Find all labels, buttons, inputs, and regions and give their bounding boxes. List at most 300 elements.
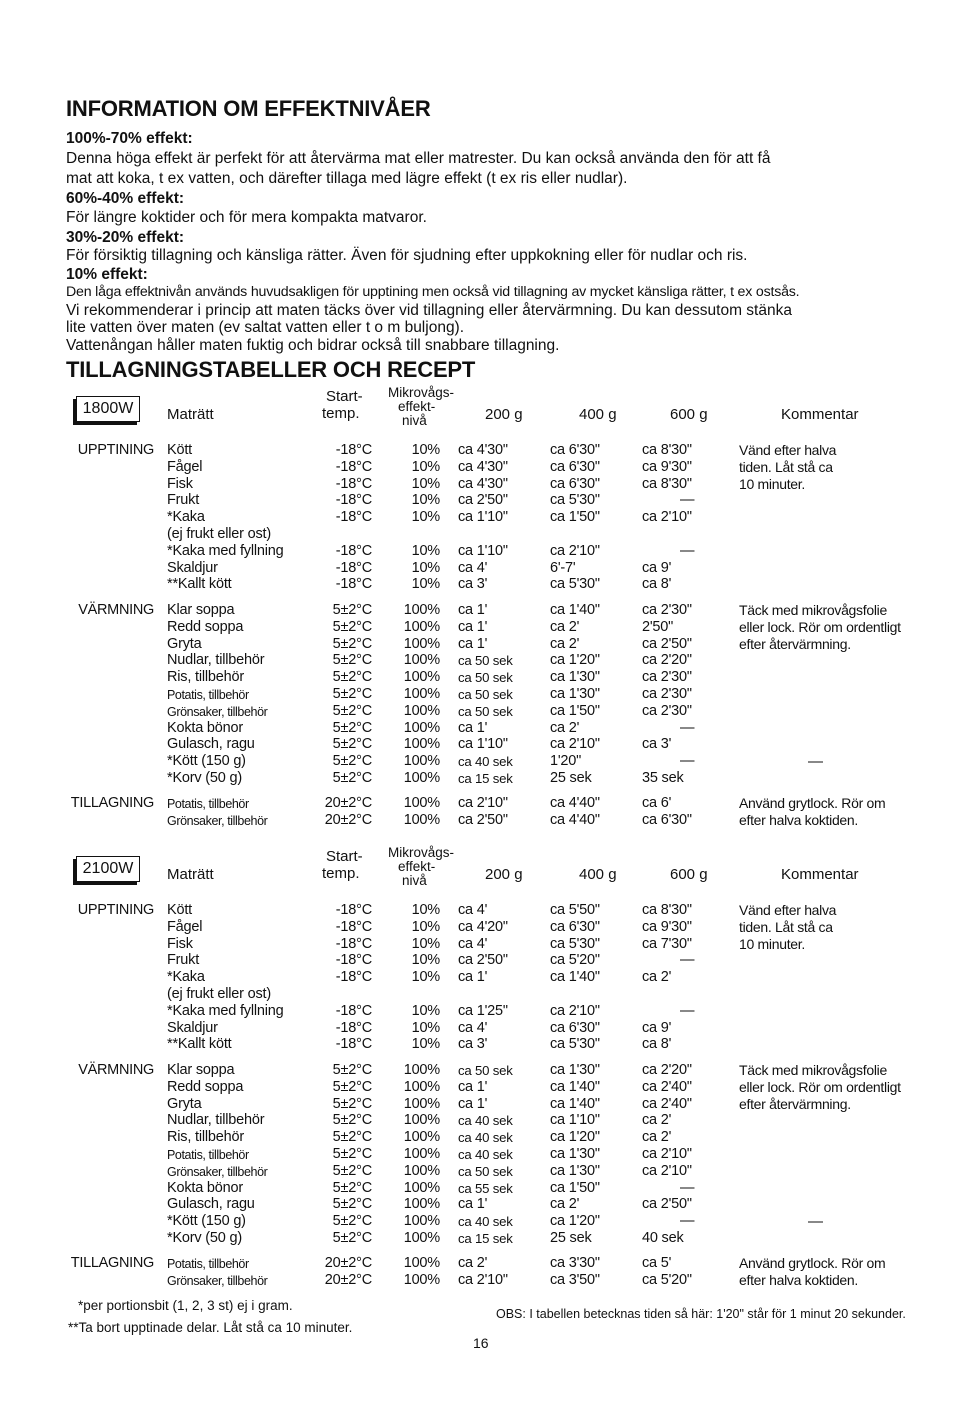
- start-temp: 20±2°C: [324, 1271, 372, 1288]
- obs-note: OBS: I tabellen betecknas tiden så här: 1'20" står för 1 minut 20 sekunder.: [496, 1307, 906, 1321]
- time-600g: ca 2'40": [642, 1078, 692, 1095]
- start-temp: -18°C: [335, 559, 372, 576]
- dish-name: *Korv (50 g): [167, 1230, 242, 1246]
- dish-name: Kokta bönor: [167, 1179, 243, 1196]
- time-600g: —: [680, 492, 695, 509]
- section-label: TILLAGNING: [70, 1255, 154, 1271]
- time-400g: ca 6'30": [550, 475, 600, 492]
- time-600g: ca 8'30": [642, 442, 692, 458]
- info-text: Vi rekommenderar i princip att maten täcks över vid tillagning eller återvärmning. Du kan dessutom stänka: [66, 302, 792, 319]
- dish-name: Fågel: [167, 918, 203, 935]
- start-temp: 5±2°C: [332, 1162, 372, 1179]
- info-text: För längre koktider och för mera kompakta matvaror.: [66, 209, 427, 226]
- footnote-portion: *per portionsbit (1, 2, 3 st) ej i gram.: [78, 1298, 293, 1313]
- time-200g: ca 1'10": [458, 736, 508, 753]
- start-temp: 5±2°C: [332, 1213, 372, 1230]
- dish-name: *Kaka: [167, 509, 205, 526]
- comment-text: 10 minuter.: [739, 475, 805, 492]
- time-600g: ca 2'40": [642, 1095, 692, 1112]
- dish-name: **Kallt kött: [167, 1036, 232, 1053]
- power-level: 100%: [403, 1162, 440, 1179]
- power-level: 100%: [403, 1078, 440, 1095]
- start-temp: 5±2°C: [332, 618, 372, 635]
- time-600g: ca 2': [642, 969, 672, 986]
- time-400g: ca 5'20": [550, 952, 600, 969]
- time-200g: ca 4': [458, 935, 488, 952]
- time-600g: ca 2': [642, 1112, 672, 1129]
- time-600g: ca 2'30": [642, 669, 692, 686]
- dish-name: Klar soppa: [167, 1062, 235, 1078]
- section-label: TILLAGNING: [70, 795, 154, 811]
- time-200g: ca 3': [458, 576, 488, 593]
- time-200g: ca 50 sek: [458, 687, 513, 702]
- time-400g: ca 6'30": [550, 458, 600, 475]
- time-200g: ca 2': [458, 1255, 488, 1271]
- power-level: 100%: [403, 795, 440, 811]
- power-level: 10%: [411, 918, 440, 935]
- time-200g: ca 4'20": [458, 918, 508, 935]
- time-600g: ca 9'30": [642, 918, 692, 935]
- time-200g: ca 50 sek: [458, 653, 513, 669]
- time-600g: ca 2': [642, 1129, 672, 1146]
- time-200g: ca 15 sek: [458, 1231, 513, 1246]
- power-level: 10%: [411, 542, 440, 559]
- time-200g: ca 40 sek: [458, 1113, 513, 1129]
- comment-text: Täck med mikrovågsfolie: [739, 602, 887, 618]
- time-200g: ca 2'50": [458, 492, 508, 509]
- dish-name: Grönsaker, tillbehör: [167, 813, 268, 828]
- time-400g: ca 1'30": [550, 686, 600, 702]
- header-400g: 400 g: [579, 866, 617, 883]
- header-comment: Kommentar: [781, 406, 859, 423]
- power-level: 100%: [403, 1213, 440, 1230]
- start-temp: 5±2°C: [332, 686, 372, 702]
- time-200g: ca 2'50": [458, 952, 508, 969]
- start-temp: 5±2°C: [332, 719, 372, 736]
- time-400g: ca 2': [550, 719, 580, 736]
- comment-text: eller lock. Rör om ordentligt: [739, 1078, 901, 1095]
- time-600g: ca 2'50": [642, 635, 692, 652]
- time-200g: ca 1': [458, 719, 488, 736]
- time-200g: ca 15 sek: [458, 771, 513, 786]
- comment-dash: —: [808, 753, 823, 771]
- time-200g: ca 1'10": [458, 509, 508, 526]
- power-level: 10%: [411, 1036, 440, 1053]
- time-400g: 6'-7': [550, 559, 576, 576]
- power-level: 100%: [403, 618, 440, 635]
- time-400g: 25 sek: [550, 770, 592, 786]
- time-400g: 25 sek: [550, 1230, 592, 1246]
- comment-text: eller lock. Rör om ordentligt: [739, 618, 901, 635]
- dish-name: Fisk: [167, 475, 193, 492]
- power-level: 100%: [403, 1095, 440, 1112]
- start-temp: 5±2°C: [332, 1196, 372, 1213]
- time-400g: ca 3'30": [550, 1255, 600, 1271]
- header-600g: 600 g: [670, 866, 708, 883]
- time-200g: ca 1': [458, 635, 488, 652]
- time-400g: ca 3'50": [550, 1271, 600, 1288]
- time-200g: ca 1': [458, 602, 488, 618]
- time-200g: ca 4': [458, 1019, 488, 1036]
- dish-name: Gulasch, ragu: [167, 1196, 255, 1213]
- power-level: 100%: [403, 1230, 440, 1246]
- time-400g: ca 6'30": [550, 1019, 600, 1036]
- time-400g: ca 2'10": [550, 736, 600, 753]
- time-400g: ca 1'40": [550, 602, 600, 618]
- time-400g: ca 1'20": [550, 1213, 600, 1230]
- power-level: 10%: [411, 1019, 440, 1036]
- power-level: 100%: [403, 1112, 440, 1129]
- time-600g: ca 2'30": [642, 702, 692, 719]
- time-600g: ca 2'30": [642, 686, 692, 702]
- time-400g: ca 5'30": [550, 935, 600, 952]
- power-level: 100%: [403, 1271, 440, 1288]
- dish-name: Gryta: [167, 1095, 202, 1112]
- start-temp: 5±2°C: [332, 702, 372, 719]
- power-level: 10%: [411, 1002, 440, 1019]
- dish-name: Gulasch, ragu: [167, 736, 255, 753]
- time-600g: ca 7'30": [642, 935, 692, 952]
- footnote-cold-meat: **Ta bort upptinade delar. Låt stå ca 10 minuter.: [68, 1320, 353, 1335]
- start-temp: 5±2°C: [332, 1179, 372, 1196]
- comment-text: 10 minuter.: [739, 935, 805, 952]
- dish-name: *Kaka med fyllning: [167, 542, 284, 559]
- info-heading: 10% effekt:: [66, 266, 148, 283]
- start-temp: 5±2°C: [332, 1095, 372, 1112]
- power-level: 100%: [403, 652, 440, 669]
- power-level: 10%: [411, 442, 440, 458]
- time-600g: ca 2'30": [642, 602, 692, 618]
- dish-name: Skaldjur: [167, 1019, 218, 1036]
- dish-name: Redd soppa: [167, 618, 244, 635]
- time-400g: ca 1'10": [550, 1112, 600, 1129]
- dish-name: (ej frukt eller ost): [167, 986, 271, 1002]
- time-200g: ca 50 sek: [458, 703, 513, 719]
- power-badge: 1800W: [76, 396, 140, 422]
- power-level: 10%: [411, 458, 440, 475]
- time-600g: ca 2'50": [642, 1196, 692, 1213]
- start-temp: 20±2°C: [324, 795, 372, 811]
- header-dish: Maträtt: [167, 866, 214, 883]
- header-200g: 200 g: [485, 866, 523, 883]
- time-400g: ca 1'20": [550, 652, 600, 669]
- time-200g: ca 1': [458, 618, 488, 635]
- start-temp: 5±2°C: [332, 1230, 372, 1246]
- start-temp: -18°C: [335, 509, 372, 526]
- start-temp: 5±2°C: [332, 1062, 372, 1078]
- power-level: 100%: [403, 1196, 440, 1213]
- time-600g: —: [680, 719, 695, 736]
- section-label: UPPTINING: [77, 442, 154, 458]
- time-400g: ca 1'40": [550, 1078, 600, 1095]
- dish-name: Frukt: [167, 492, 200, 509]
- dish-name: *Kött (150 g): [167, 1213, 246, 1230]
- time-200g: ca 50 sek: [458, 1063, 513, 1078]
- header-start: temp.: [322, 405, 360, 422]
- dish-name: Grönsaker, tillbehör: [167, 1164, 268, 1179]
- header-mw: Mikrovågs-: [388, 845, 455, 860]
- power-level: 100%: [403, 1255, 440, 1271]
- time-200g: ca 1'25": [458, 1002, 508, 1019]
- dish-name: Potatis, tillbehör: [167, 1148, 249, 1162]
- comment-text: tiden. Låt stå ca: [739, 458, 833, 475]
- time-600g: ca 2'20": [642, 652, 692, 669]
- start-temp: 5±2°C: [332, 1146, 372, 1162]
- time-200g: ca 2'50": [458, 811, 508, 828]
- time-400g: ca 1'30": [550, 1162, 600, 1179]
- start-temp: -18°C: [335, 969, 372, 986]
- start-temp: -18°C: [335, 576, 372, 593]
- time-200g: ca 2'10": [458, 1271, 508, 1288]
- time-600g: ca 2'10": [642, 1162, 692, 1179]
- dish-name: *Korv (50 g): [167, 770, 242, 786]
- time-600g: ca 5': [642, 1255, 672, 1271]
- header-mw: nivå: [402, 873, 427, 888]
- comment-text: Vänd efter halva: [739, 442, 837, 458]
- power-level: 100%: [403, 686, 440, 702]
- time-600g: —: [680, 1179, 695, 1196]
- time-400g: ca 2': [550, 635, 580, 652]
- time-600g: ca 8'30": [642, 475, 692, 492]
- power-level: 100%: [403, 669, 440, 686]
- time-400g: ca 5'30": [550, 1036, 600, 1053]
- power-level: 100%: [403, 753, 440, 770]
- time-600g: ca 9': [642, 559, 672, 576]
- comment-text: tiden. Låt stå ca: [739, 918, 833, 935]
- time-600g: ca 8': [642, 1036, 672, 1053]
- time-200g: ca 4': [458, 559, 488, 576]
- time-200g: ca 40 sek: [458, 1147, 513, 1162]
- comment-text: Använd grytlock. Rör om: [739, 795, 886, 811]
- dish-name: Nudlar, tillbehör: [167, 1112, 265, 1129]
- header-mw: effekt-: [398, 859, 436, 874]
- start-temp: -18°C: [335, 935, 372, 952]
- header-dish: Maträtt: [167, 406, 214, 423]
- time-600g: 2'50": [642, 618, 674, 635]
- time-600g: —: [680, 1002, 695, 1019]
- header-start: Start-: [326, 848, 363, 865]
- comment-text: efter halva koktiden.: [739, 811, 858, 828]
- section-label: VÄRMNING: [78, 1062, 154, 1078]
- time-400g: ca 1'20": [550, 1129, 600, 1146]
- time-600g: ca 2'20": [642, 1062, 692, 1078]
- header-600g: 600 g: [670, 406, 708, 423]
- section-label: UPPTINING: [77, 902, 154, 918]
- time-400g: ca 6'30": [550, 442, 600, 458]
- time-200g: ca 55 sek: [458, 1180, 513, 1196]
- dish-name: Potatis, tillbehör: [167, 688, 249, 702]
- time-400g: 1'20": [550, 753, 582, 770]
- dish-name: Fågel: [167, 458, 203, 475]
- time-600g: —: [680, 753, 695, 770]
- dish-name: **Kallt kött: [167, 576, 232, 593]
- dish-name: *Kaka: [167, 969, 205, 986]
- comment-text: efter återvärmning.: [739, 635, 851, 652]
- start-temp: -18°C: [335, 442, 372, 458]
- start-temp: -18°C: [335, 492, 372, 509]
- power-level: 100%: [403, 635, 440, 652]
- time-600g: 35 sek: [642, 770, 684, 786]
- time-600g: ca 6'30": [642, 811, 692, 828]
- time-600g: —: [680, 542, 695, 559]
- info-heading: 30%-20% effekt:: [66, 229, 185, 246]
- power-level: 100%: [403, 602, 440, 618]
- dish-name: Ris, tillbehör: [167, 669, 244, 686]
- time-600g: ca 9': [642, 1019, 672, 1036]
- start-temp: -18°C: [335, 475, 372, 492]
- power-level: 10%: [411, 475, 440, 492]
- dish-name: Potatis, tillbehör: [167, 1257, 249, 1271]
- start-temp: 20±2°C: [324, 811, 372, 828]
- time-400g: ca 1'50": [550, 509, 600, 526]
- header-start: temp.: [322, 865, 360, 882]
- start-temp: -18°C: [335, 458, 372, 475]
- info-text: Den låga effektnivån används huvudsakligen för upptining men också vid tillagning av mycket känsliga rätter, t ex ostsås.: [66, 284, 800, 300]
- info-heading: 100%-70% effekt:: [66, 130, 193, 147]
- power-level: 10%: [411, 902, 440, 918]
- time-600g: ca 8'30": [642, 902, 692, 918]
- dish-name: Skaldjur: [167, 559, 218, 576]
- dish-name: Frukt: [167, 952, 200, 969]
- time-400g: ca 6'30": [550, 918, 600, 935]
- time-600g: 40 sek: [642, 1230, 684, 1246]
- time-400g: ca 1'50": [550, 702, 600, 719]
- power-level: 100%: [403, 770, 440, 786]
- info-heading: 60%-40% effekt:: [66, 190, 185, 207]
- time-200g: ca 50 sek: [458, 1163, 513, 1179]
- start-temp: -18°C: [335, 918, 372, 935]
- dish-name: (ej frukt eller ost): [167, 526, 271, 542]
- time-200g: ca 50 sek: [458, 670, 513, 686]
- time-600g: ca 8': [642, 576, 672, 593]
- header-mw: Mikrovågs-: [388, 385, 455, 400]
- power-level: 100%: [403, 1179, 440, 1196]
- time-600g: ca 2'10": [642, 1146, 692, 1162]
- start-temp: 5±2°C: [332, 602, 372, 618]
- power-level: 10%: [411, 952, 440, 969]
- time-200g: ca 2'10": [458, 795, 508, 811]
- section-label: VÄRMNING: [78, 602, 154, 618]
- time-600g: ca 9'30": [642, 458, 692, 475]
- dish-name: Grönsaker, tillbehör: [167, 1273, 268, 1288]
- dish-name: Ris, tillbehör: [167, 1129, 244, 1146]
- time-400g: ca 2': [550, 1196, 580, 1213]
- page-title: INFORMATION OM EFFEKTNIVÅER: [66, 96, 431, 121]
- start-temp: 5±2°C: [332, 1129, 372, 1146]
- start-temp: -18°C: [335, 952, 372, 969]
- header-200g: 200 g: [485, 406, 523, 423]
- comment-text: efter återvärmning.: [739, 1095, 851, 1112]
- time-200g: ca 1': [458, 969, 488, 986]
- power-level: 100%: [403, 1062, 440, 1078]
- dish-name: Redd soppa: [167, 1078, 244, 1095]
- time-400g: ca 1'30": [550, 669, 600, 686]
- dish-name: Nudlar, tillbehör: [167, 652, 265, 669]
- time-400g: ca 5'50": [550, 902, 600, 918]
- power-level: 10%: [411, 492, 440, 509]
- page-number: 16: [473, 1335, 489, 1351]
- power-level: 10%: [411, 969, 440, 986]
- time-600g: ca 3': [642, 736, 672, 753]
- power-level: 10%: [411, 509, 440, 526]
- time-200g: ca 4'30": [458, 442, 508, 458]
- time-200g: ca 3': [458, 1036, 488, 1053]
- header-mw: effekt-: [398, 399, 436, 414]
- power-level: 10%: [411, 559, 440, 576]
- time-400g: ca 2': [550, 618, 580, 635]
- time-400g: ca 5'30": [550, 576, 600, 593]
- power-level: 100%: [403, 736, 440, 753]
- time-200g: ca 1'10": [458, 542, 508, 559]
- comment-dash: —: [808, 1213, 823, 1231]
- time-600g: —: [680, 1213, 695, 1230]
- time-400g: ca 2'10": [550, 1002, 600, 1019]
- start-temp: -18°C: [335, 542, 372, 559]
- power-level: 100%: [403, 1146, 440, 1162]
- start-temp: 5±2°C: [332, 669, 372, 686]
- start-temp: -18°C: [335, 1036, 372, 1053]
- time-600g: ca 5'20": [642, 1271, 692, 1288]
- start-temp: -18°C: [335, 1002, 372, 1019]
- start-temp: -18°C: [335, 1019, 372, 1036]
- time-400g: ca 5'30": [550, 492, 600, 509]
- time-400g: ca 1'40": [550, 1095, 600, 1112]
- time-400g: ca 4'40": [550, 795, 600, 811]
- dish-name: Kött: [167, 902, 192, 918]
- time-200g: ca 40 sek: [458, 754, 513, 770]
- comment-text: Använd grytlock. Rör om: [739, 1255, 886, 1271]
- time-200g: ca 4'30": [458, 458, 508, 475]
- dish-name: Fisk: [167, 935, 193, 952]
- time-600g: ca 2'10": [642, 509, 692, 526]
- time-200g: ca 1': [458, 1196, 488, 1213]
- power-level: 100%: [403, 719, 440, 736]
- start-temp: 5±2°C: [332, 652, 372, 669]
- time-200g: ca 4': [458, 902, 488, 918]
- dish-name: *Kött (150 g): [167, 753, 246, 770]
- header-400g: 400 g: [579, 406, 617, 423]
- power-level: 10%: [411, 576, 440, 593]
- power-level: 10%: [411, 935, 440, 952]
- header-comment: Kommentar: [781, 866, 859, 883]
- time-400g: ca 1'30": [550, 1146, 600, 1162]
- start-temp: 5±2°C: [332, 635, 372, 652]
- start-temp: 5±2°C: [332, 736, 372, 753]
- dish-name: Grönsaker, tillbehör: [167, 704, 268, 719]
- time-200g: ca 40 sek: [458, 1214, 513, 1230]
- start-temp: 5±2°C: [332, 1112, 372, 1129]
- info-text: mat att koka, t ex vatten, och därefter tillaga med lägre effekt (t ex ris eller nudlar).: [66, 170, 628, 187]
- start-temp: 5±2°C: [332, 753, 372, 770]
- start-temp: 5±2°C: [332, 1078, 372, 1095]
- tables-title: TILLAGNINGSTABELLER OCH RECEPT: [66, 357, 476, 382]
- power-badge: 2100W: [76, 856, 140, 882]
- time-200g: ca 4'30": [458, 475, 508, 492]
- start-temp: 5±2°C: [332, 770, 372, 786]
- dish-name: Kött: [167, 442, 192, 458]
- time-400g: ca 1'50": [550, 1179, 600, 1196]
- comment-text: efter halva koktiden.: [739, 1271, 858, 1288]
- dish-name: Potatis, tillbehör: [167, 797, 249, 811]
- comment-text: Täck med mikrovågsfolie: [739, 1062, 887, 1078]
- comment-text: Vänd efter halva: [739, 902, 837, 918]
- time-200g: ca 40 sek: [458, 1130, 513, 1146]
- dish-name: Kokta bönor: [167, 719, 243, 736]
- start-temp: 20±2°C: [324, 1255, 372, 1271]
- header-mw: nivå: [402, 413, 427, 428]
- time-600g: —: [680, 952, 695, 969]
- time-400g: ca 2'10": [550, 542, 600, 559]
